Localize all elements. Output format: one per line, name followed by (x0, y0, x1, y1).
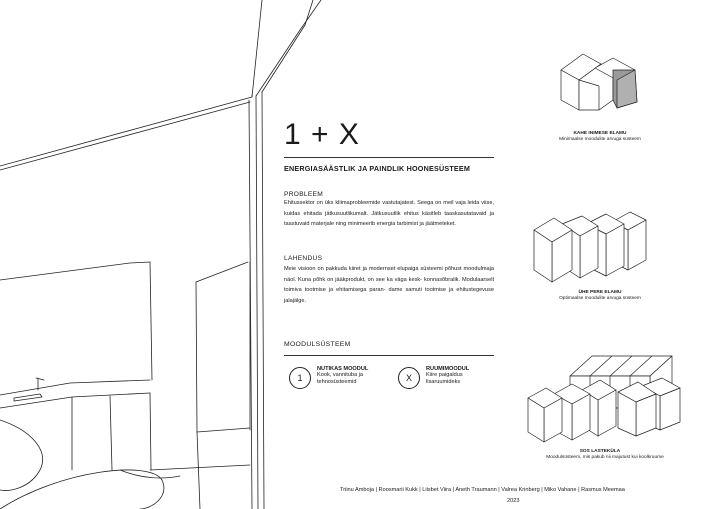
module-symbol: 1 (289, 367, 311, 389)
childrens-village-diagram (522, 348, 692, 448)
module-desc-line1: Kook, vannituba ja (317, 372, 364, 378)
module-desc-line2: tehnosüsteemid (317, 379, 357, 385)
module-desc-line1: Kiire paigaldus (426, 372, 463, 378)
page-subtitle: ENERGIASÄÄSTLIK JA PAINDLIK HOONESÜSTEEM (284, 164, 471, 173)
module-name: NUTIKAS MOODUL (317, 366, 369, 372)
diagram-desc: Moodulsüsteem, mis pakub nii majutust kui koolkruume (546, 455, 664, 460)
module-symbol: X (398, 367, 420, 389)
diagram-title: ÜHE PERE ELAMU (578, 290, 622, 295)
modules-heading: MOODULSÜSTEEM (284, 341, 351, 348)
problem-heading: PROBLEEM (284, 191, 324, 198)
diagram-title: KAHE INIMESE ELAMU (573, 131, 627, 136)
family-home-diagram (528, 208, 668, 288)
diagram-desc: Minimaalse moodulite arvuga süsteem (559, 137, 641, 142)
credits: Triinu Amboja | Roosmarii Kukk | Liisbet Viira | Aneth Traumann | Valrea Krinberg | Miko Vahane | Rasmus Meemaa (340, 487, 625, 493)
two-person-home-diagram (555, 48, 645, 130)
module-item (398, 367, 469, 389)
module-name: RUUMIMOODUL (426, 366, 470, 372)
title-rule (284, 157, 494, 158)
module-desc-line2: lisaruumideks (426, 379, 461, 385)
solution-heading: LAHENDUS (284, 255, 323, 262)
problem-text: Ehitussektor on üks kliimaprobleemide vastutajatest. Seega on meil vaja leida viise, kuidas ehitada jätkusuutlikumalt. Jätkusuutlik ehitus käsitleb taaskasutatavaid ja taastuvaid materjale ning minimeerib energia tarbimist ja jäätmeteket. (284, 200, 494, 228)
solution-text: Meie visioon on pakkuda kiiret ja modernset elupaiga süsteemi põhust moodulmaja näol. Kuna põhk on jääkprodukt, on see ka väga kesk- konnasõbralik. Modulaarselt toimiva tootmise ja ehitamisega paran- dame samuti tootmise ja ehitustegevuse jalajälge. (284, 266, 494, 304)
year: 2023 (507, 498, 520, 504)
diagram-title: SOS LASTEKÜLA (579, 449, 621, 454)
page-title: 1 + X (284, 118, 360, 151)
diagram-desc: Optimaalse moodulite arvuga süsteem (559, 296, 641, 301)
modules-rule (284, 355, 494, 356)
module-item (289, 367, 368, 389)
